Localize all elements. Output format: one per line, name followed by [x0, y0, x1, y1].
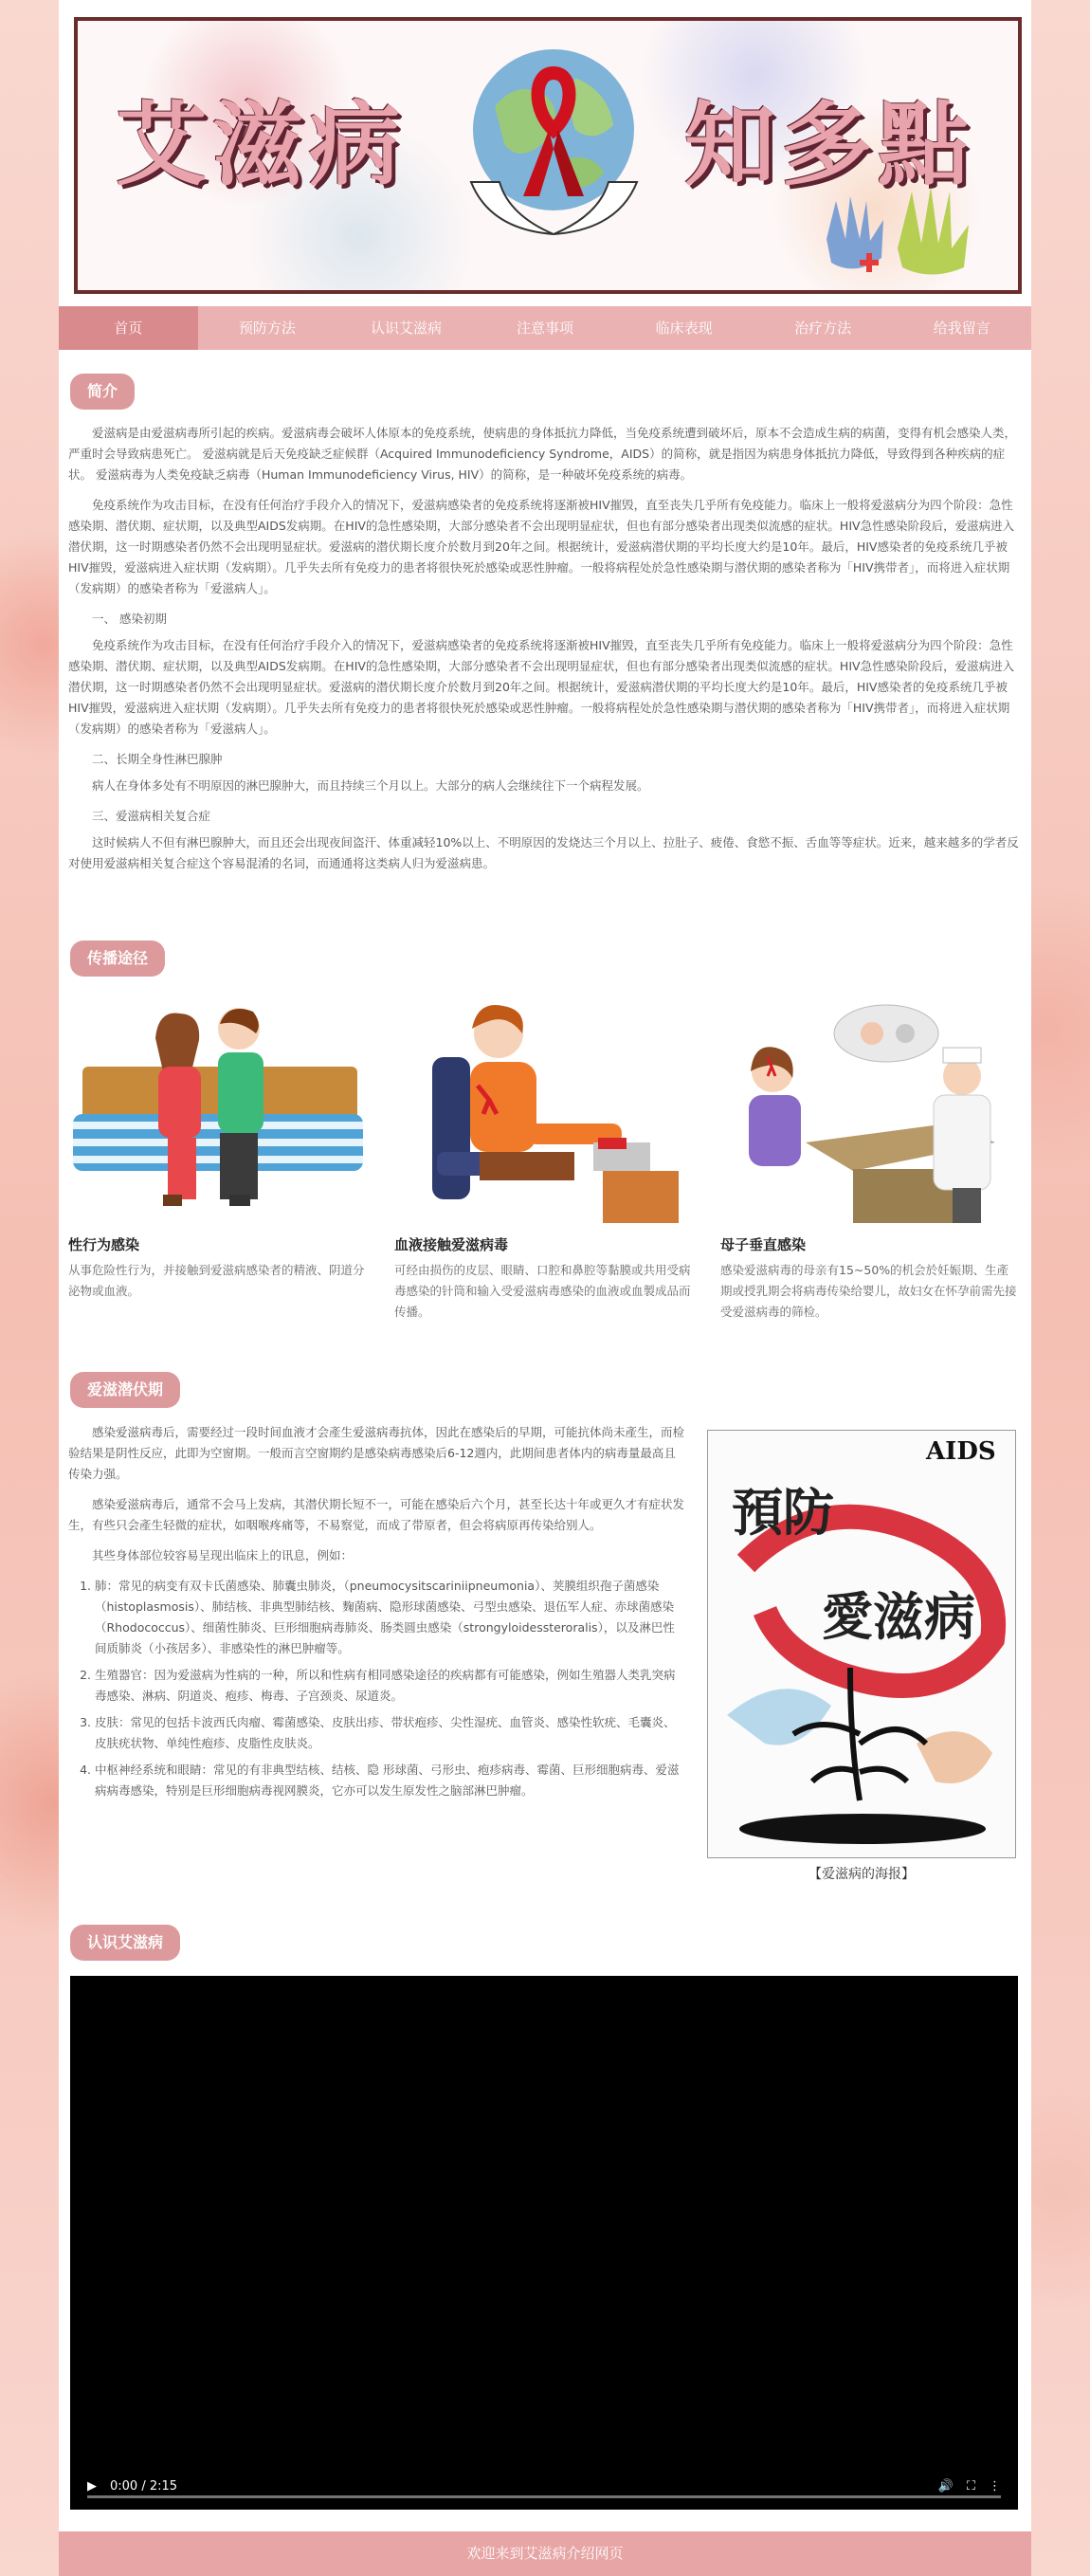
nav-treatment[interactable]: 治疗方法	[794, 320, 852, 337]
intro-text	[68, 423, 1020, 884]
video-section-title: 认识艾滋病	[70, 1925, 180, 1961]
list-item: 2. 生殖器官：因为爱滋病为性病的一种，所以和性病有相同感染途径的疾病都有可能感染，例如生殖器人类乳突病毒感染、淋病、阴道炎、疱疹、梅毒、子宫颈炎、尿道炎。	[95, 1665, 684, 1707]
nav-precautions[interactable]: 注意事项	[517, 320, 574, 337]
globe-ribbon-icon	[452, 40, 656, 244]
page-footer: 欢迎来到艾滋病介绍网页	[59, 2531, 1031, 2576]
incubation-paragraph: 感染爱滋病毒后，需要经过一段时间血液才会產生爱滋病毒抗体，因此在感染后的早期，可能抗体尚未產生，而检验结果是阴性反应，此即为空窗期。一般而言空窗期约是感染病毒感染后6-12週内，此期间患者体内的病毒量最高且传染力强。	[68, 1425, 685, 1481]
intro-subheading: 二、长期全身性淋巴腺肿	[92, 752, 223, 766]
more-options-icon[interactable]: ⋮	[989, 2478, 1001, 2494]
intro-paragraph: 免疫系统作为攻击目标，在没有任何治疗手段介入的情况下，爱滋病感染者的免疫系统将逐渐被HIV摧毁，直至丧失几乎所有免疫能力。临床上一般将爱滋病分为四个阶段：急性感染期、潜伏期、症状期，以及典型AIDS发病期。在HIV的急性感染期，大部分感染者不会出现明显症状，但也有部分感染者出现类似流感的症状。HIV急性感染阶段后，爱滋病进入潜伏期，这一时期感染者仍然不会出现明显症状。爱滋病的潜伏期长度介於数月到20年之间。根据统计，爱滋病潜伏期的平均长度大约是10年。最后，HIV感染者的免疫系统几乎被HIV摧毁，爱滋病进入症状期（发病期）。几乎失去所有免疫力的患者将很快死於感染或恶性肿瘤。一般将病程处於急性感染期与潜伏期的感染者称为「HIV携带者」，而将进入症状期（发病期）的感染者称为「爱滋病人」。	[68, 638, 1015, 736]
intro-section-title: 简介	[70, 374, 135, 410]
transmission-card-title: 性行为感染	[68, 1236, 140, 1253]
incubation-paragraph: 感染爱滋病毒后，通常不会马上发病，其潜伏期长短不一，可能在感染后六个月，甚至长达十年或更久才有症状发生，有些只会產生轻微的症状，如咽喉疼痛等，不易察觉，而成了带原者，但会将病原再传染给别人。	[68, 1497, 685, 1532]
incubation-paragraph: 其些身体部位较容易呈现出临床上的讯息，例如：	[92, 1548, 354, 1562]
transmission-card-title: 母子垂直感染	[720, 1236, 807, 1253]
banner-title-right: 知多點	[684, 91, 974, 198]
poster-aids-label: AIDS	[926, 1437, 996, 1466]
incubation-text	[68, 1422, 684, 1807]
nav-about-aids[interactable]: 认识艾滋病	[370, 320, 442, 337]
header-banner	[74, 17, 1022, 294]
transmission-cards	[68, 1000, 1022, 1342]
volume-icon[interactable]: 🔊	[937, 2478, 954, 2494]
transmission-card-desc: 感染爱滋病毒的母亲有15~50%的机会於妊娠期、生產期或授乳期会将病毒传染给婴儿，故妇女在怀孕前需先接受爱滋病毒的筛检。	[720, 1263, 1017, 1319]
intro-paragraph: 病人在身体多处有不明原因的淋巴腺肿大，而且持续三个月以上。大部分的病人会继续往下一个病程发展。	[92, 778, 649, 793]
intro-subheading: 一、 感染初期	[92, 612, 167, 626]
fullscreen-icon[interactable]: ⛶	[966, 2478, 975, 2494]
intro-paragraph: 爱滋病是由爱滋病毒所引起的疾病。爱滋病毒会破坏人体原本的免疫系统，使病患的身体抵抗力降低，当免疫系统遭到破坏后，原本不会造成生病的病菌，变得有机会感染人类，严重时会导致病患死亡。 爱滋病就是后天免疫缺乏症候群（Acquired Immunodeficiency Syndrome，AIDS）的简称，就是指因为病患身体抵抗力降低，导致得到各种疾病的症状。 爱滋病毒为人类免疫缺乏病毒（Human Immunodeficiency Virus, HIV）的简称，是一种破坏免疫系统的病毒。	[68, 426, 1017, 482]
poster-artwork	[708, 1431, 1016, 1858]
doctor-consultation-illustration	[720, 1000, 1020, 1223]
transmission-card-desc: 可经由损伤的皮层、眼睛、口腔和鼻腔等黏膜或共用受病毒感染的针筒和输入受爱滋病毒感染的血液或血製成品而传播。	[394, 1263, 691, 1319]
list-item: 3. 皮肤：常见的包括卡波西氏肉瘤、霉菌感染、皮肤出疹、带状疱疹、尖性湿疣、血管炎、感染性软疣、毛囊炎、皮肤疣状物、单纯性疱疹、皮脂性皮肤炎。	[95, 1712, 684, 1754]
couple-on-sofa-illustration	[68, 1000, 368, 1223]
page-container	[59, 0, 1031, 2576]
intro-paragraph: 这时候病人不但有淋巴腺肿大，而且还会出现夜间盗汗、体重减轻10%以上、不明原因的发烧达三个月以上、拉肚子、疲倦、食慾不振、舌血等等症状。近来，越来越多的学者反对使用爱滋病相关复合症这个容易混淆的名词，而通通将这类病人归为爱滋病患。	[68, 835, 1019, 870]
play-icon[interactable]: ▶	[87, 2478, 97, 2494]
transmission-card-sexual	[68, 1000, 368, 1342]
list-item: 4. 中枢神经系统和眼睛：常见的有非典型结核、结核、隐 形球菌、弓形虫、疱疹病毒、霉菌、巨形细胞病毒、爱滋病病毒感染，特别是巨形细胞病毒视网膜炎，它亦可以发生原发性之脑部淋巴肿瘤。	[95, 1760, 684, 1801]
poster-caption: 【爱滋病的海报】	[808, 1867, 915, 1882]
intro-subheading: 三、爱滋病相关复合症	[92, 809, 211, 823]
transmission-card-desc: 从事危险性行为，并接触到爱滋病感染者的精液、阴道分泌物或血液。	[68, 1263, 365, 1298]
transmission-section-title: 传播途径	[70, 941, 165, 977]
poster-word-aids: 愛滋病	[822, 1586, 975, 1647]
incubation-section-title: 爱滋潜伏期	[70, 1372, 180, 1408]
incubation-list	[68, 1576, 684, 1801]
main-nav	[59, 306, 1031, 350]
blood-donation-illustration	[394, 1000, 694, 1223]
intro-paragraph: 免疫系统作为攻击目标，在没有任何治疗手段介入的情况下，爱滋病感染者的免疫系统将逐渐被HIV摧毁，直至丧失几乎所有免疫能力。临床上一般将爱滋病分为四个阶段：急性感染期、潜伏期、症状期，以及典型AIDS发病期。在HIV的急性感染期，大部分感染者不会出现明显症状，但也有部分感染者出现类似流感的症状。HIV急性感染阶段后，爱滋病进入潜伏期，这一时期感染者仍然不会出现明显症状。爱滋病的潜伏期长度介於数月到20年之间。根据统计，爱滋病潜伏期的平均长度大约是10年。最后，HIV感染者的免疫系统几乎被HIV摧毁，爱滋病进入症状期（发病期）。几乎失去所有免疫力的患者将很快死於感染或恶性肿瘤。一般将病程处於急性感染期与潜伏期的感染者称为「HIV携带者」，而将进入症状期（发病期）的感染者称为「爱滋病人」。	[68, 498, 1015, 595]
video-progress-bar[interactable]	[87, 2495, 1001, 2498]
nav-prevention[interactable]: 预防方法	[238, 320, 296, 337]
transmission-card-mother-child	[720, 1000, 1020, 1342]
nav-symptoms[interactable]: 临床表现	[655, 320, 713, 337]
aids-poster-image	[707, 1430, 1016, 1858]
transmission-card-blood	[394, 1000, 694, 1342]
video-controls	[70, 2462, 1018, 2510]
list-item: 1. 肺：常见的病变有双卡氏菌感染、肺囊虫肺炎，（pneumocysitscariniipneumonia）、荚膜组织孢子菌感染（histoplasmosis）、肺结核、非典型肺结核、麴菌病、隐形球菌感染、弓型虫感染、退伍军人症、赤球菌感染（Rhodococcus）、细菌性肺炎、巨形细胞病毒肺炎、肠类圆虫感染（strongyloidessteroralis），以及淋巴性间质肺炎（小孩居多）、非感染性的淋巴肿瘤等。	[95, 1576, 684, 1659]
banner-title-left: 艾滋病	[116, 91, 406, 198]
poster-word-prevent: 預防	[732, 1482, 834, 1543]
video-player[interactable]	[70, 1976, 1018, 2510]
transmission-card-title: 血液接触爱滋病毒	[394, 1236, 509, 1253]
colored-handprints-icon	[808, 173, 997, 277]
nav-home[interactable]: 首页	[59, 306, 198, 350]
video-time: 0:00 / 2:15	[110, 2478, 178, 2494]
nav-message[interactable]: 给我留言	[933, 320, 990, 337]
